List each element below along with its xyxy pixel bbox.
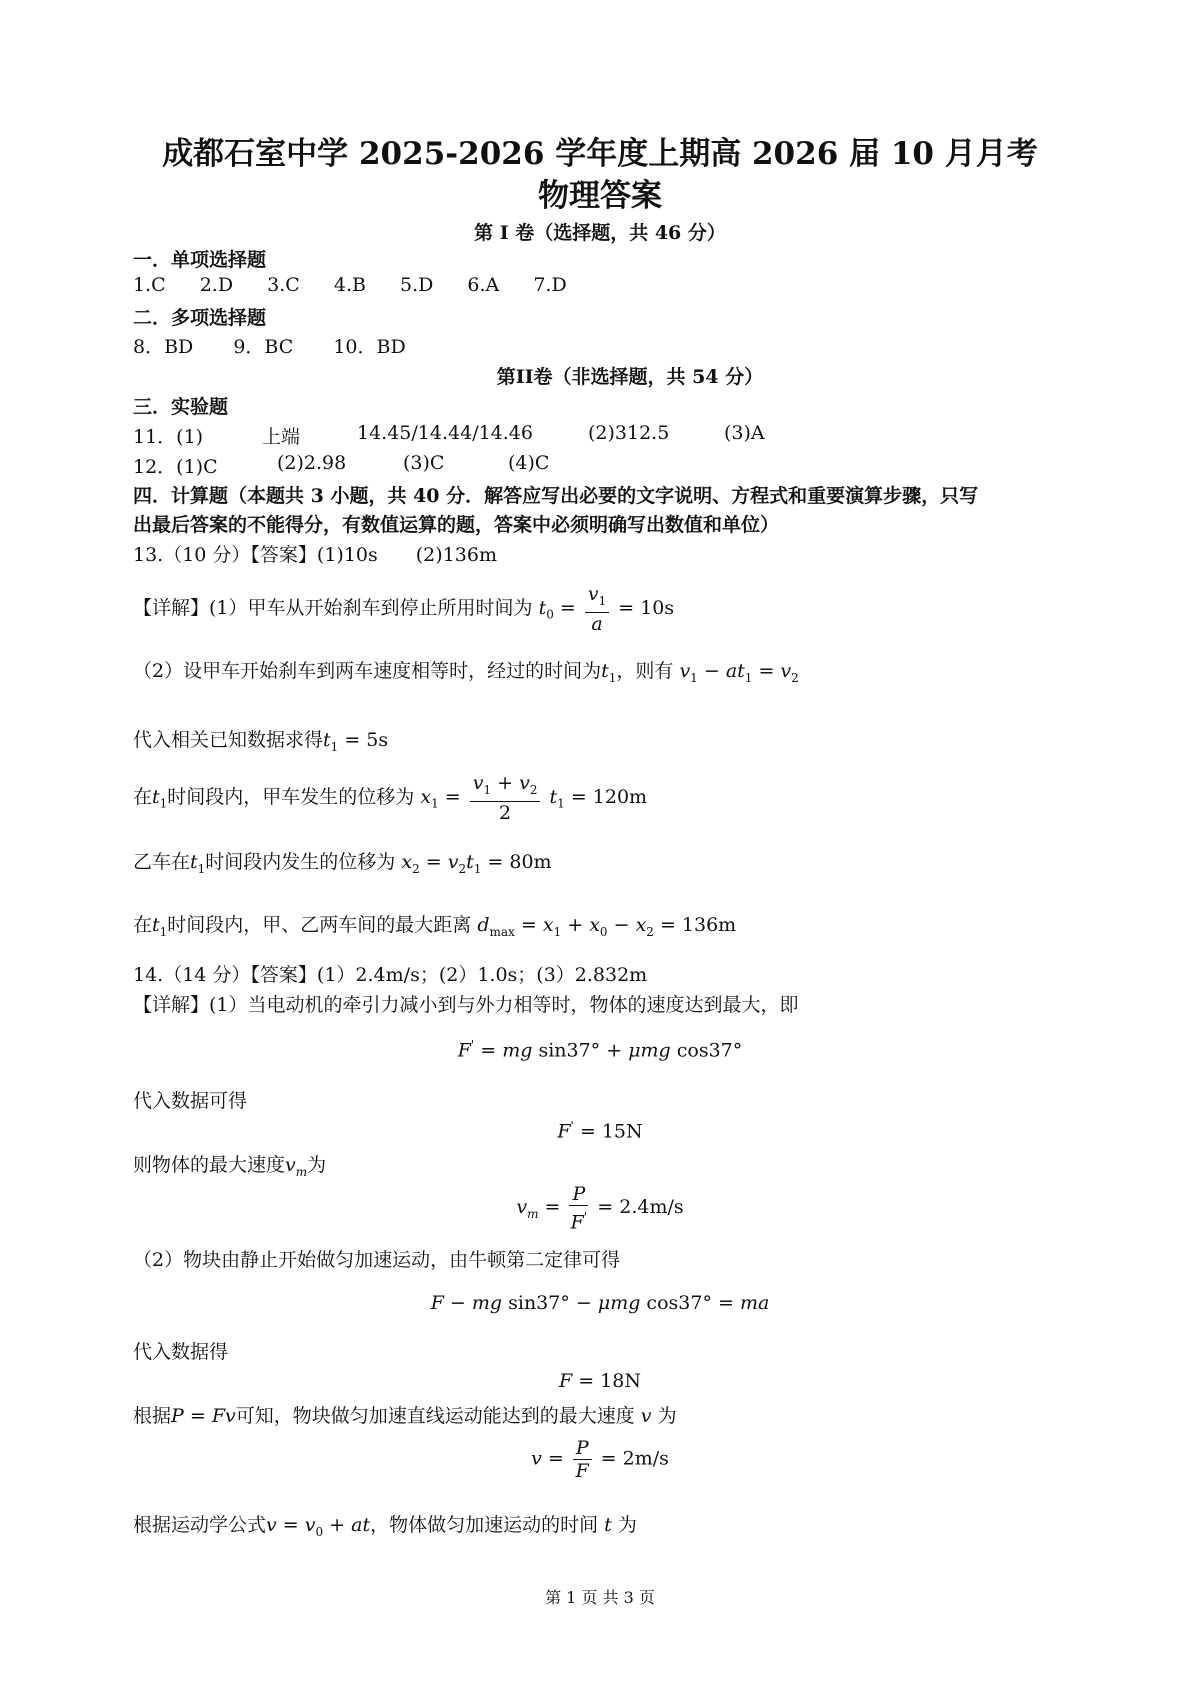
q11-part3: (3)A — [724, 422, 765, 444]
part1-heading: 第 I 卷（选择题，共 46 分） — [474, 222, 726, 244]
q14-sub-2: 代入数据得 — [133, 1341, 229, 1363]
q12-part1: 12．(1)C — [133, 456, 218, 478]
section2-heading: 二．多项选择题 — [133, 307, 267, 329]
q13-detail-3: 代入相关已知数据求得$t_1 = 5s$ — [133, 729, 389, 754]
section1-answers — [133, 274, 567, 296]
q14-pfv-text: 根据P = Fv可知，物块做匀加速直线运动能达到的最大速度 v 为 — [133, 1405, 677, 1427]
page-number: 第 1 页 共 3 页 — [545, 1588, 655, 1607]
answer-3: 3.C — [267, 274, 300, 296]
fraction: $\frac{P}{F'}$ — [570, 1183, 588, 1234]
fraction: $\frac{v_1}{a}$ — [585, 583, 609, 635]
section2-answers — [133, 332, 406, 359]
section4-heading-2: 出最后答案的不能得分，有数值运算的题，答案中必须明确写出数值和单位） — [133, 514, 780, 536]
q14-eq-4: F − mg sin37° − μmg cos37° = ma — [430, 1292, 770, 1314]
q13-detail-1: 【详解】(1）甲车从开始刹车到停止所用时间为 $t_0$ = $\frac{v_1}{a}$ = 10s — [133, 583, 675, 635]
section1-heading: 一．单项选择题 — [133, 249, 267, 271]
q14-eq-5: F = 18N — [559, 1370, 641, 1392]
page-title: 成都石室中学 2025-2026 学年度上期高 2026 届 10 月月考 — [162, 136, 1038, 172]
q14-maxv-text: 则物体的最大速度$v_m$为 — [133, 1154, 327, 1179]
q13-answer: 13.（10 分）【答案】(1)10s (2)136m — [133, 544, 497, 566]
q12-part2: (2)2.98 — [277, 452, 347, 474]
answer-4: 4.B — [333, 274, 366, 296]
q12-part3: (3)C — [403, 452, 445, 474]
q14-eq-2: F' = 15N — [557, 1119, 643, 1143]
fraction: $\frac{v_1 + v_2}{2}$ — [470, 772, 541, 824]
q11-part1a: 上端 — [262, 426, 301, 448]
q14-sub-1: 代入数据可得 — [133, 1090, 248, 1112]
section4-heading-1: 四．计算题（本题共 3 小题，共 40 分．解答应写出必要的文字说明、方程式和重要演算步骤，只写 — [133, 485, 979, 507]
q14-eq-1: F' = mg sin37° + μmg cos37° — [457, 1038, 743, 1062]
section3-heading: 三．实验题 — [133, 396, 229, 418]
answer-6: 6.A — [467, 274, 500, 296]
answer-5: 5.D — [400, 274, 434, 296]
answer-8: 8．BD — [133, 336, 194, 358]
q12-part4: (4)C — [508, 452, 550, 474]
part2-heading: 第II卷（非选择题，共 54 分） — [496, 366, 764, 388]
answer-2: 2.D — [199, 274, 234, 296]
answer-10: 10．BD — [333, 336, 406, 358]
q14-eq-3: $v_m$ = $\frac{P}{F'}$ = 2.4m/s — [516, 1183, 684, 1234]
q11-part2: (2)312.5 — [588, 422, 670, 444]
q14-detail-2: （2）物块由静止开始做匀加速运动，由牛顿第二定律可得 — [133, 1249, 621, 1271]
q14-eq-6: v = $\frac{P}{F}$ = 2m/s — [531, 1437, 669, 1482]
q11-part1b: 14.45/14.44/14.46 — [357, 422, 533, 444]
page-subtitle: 物理答案 — [538, 178, 662, 214]
answer-1: 1.C — [133, 274, 166, 296]
q13-detail-4: 在$t_1$时间段内，甲车发生的位移为 $x_1$ = $\frac{v_1 + v_2}{2}$ $t_1 = 120m$ — [133, 772, 648, 824]
answer-9: 9．BC — [233, 336, 294, 358]
q14-answer: 14.（14 分）【答案】(1）2.4m/s；(2）1.0s；(3）2.832m — [133, 964, 648, 986]
q14-kinematics-text: 根据运动学公式$v = v_0$ + at，物体做匀加速运动的时间 t 为 — [133, 1514, 637, 1539]
q11-label: 11．(1) — [133, 426, 204, 448]
q13-detail-5: 乙车在$t_1$时间段内发生的位移为 $x_2 = v_2t_1 = 80m$ — [133, 851, 552, 876]
q13-detail-6: 在$t_1$时间段内，甲、乙两车间的最大距离 $d_{max} = x_1 + x_0 - x_2 = 136m$ — [133, 914, 737, 939]
q14-detail-1: 【详解】(1）当电动机的牵引力减小到与外力相等时，物体的速度达到最大，即 — [133, 994, 799, 1016]
fraction: $\frac{P}{F}$ — [573, 1437, 592, 1482]
q13-detail-2: （2）设甲车开始刹车到两车速度相等时，经过的时间为$t_1$，则有 $v_1 - at_1 = v_2$ — [133, 660, 799, 685]
answer-7: 7.D — [533, 274, 567, 296]
